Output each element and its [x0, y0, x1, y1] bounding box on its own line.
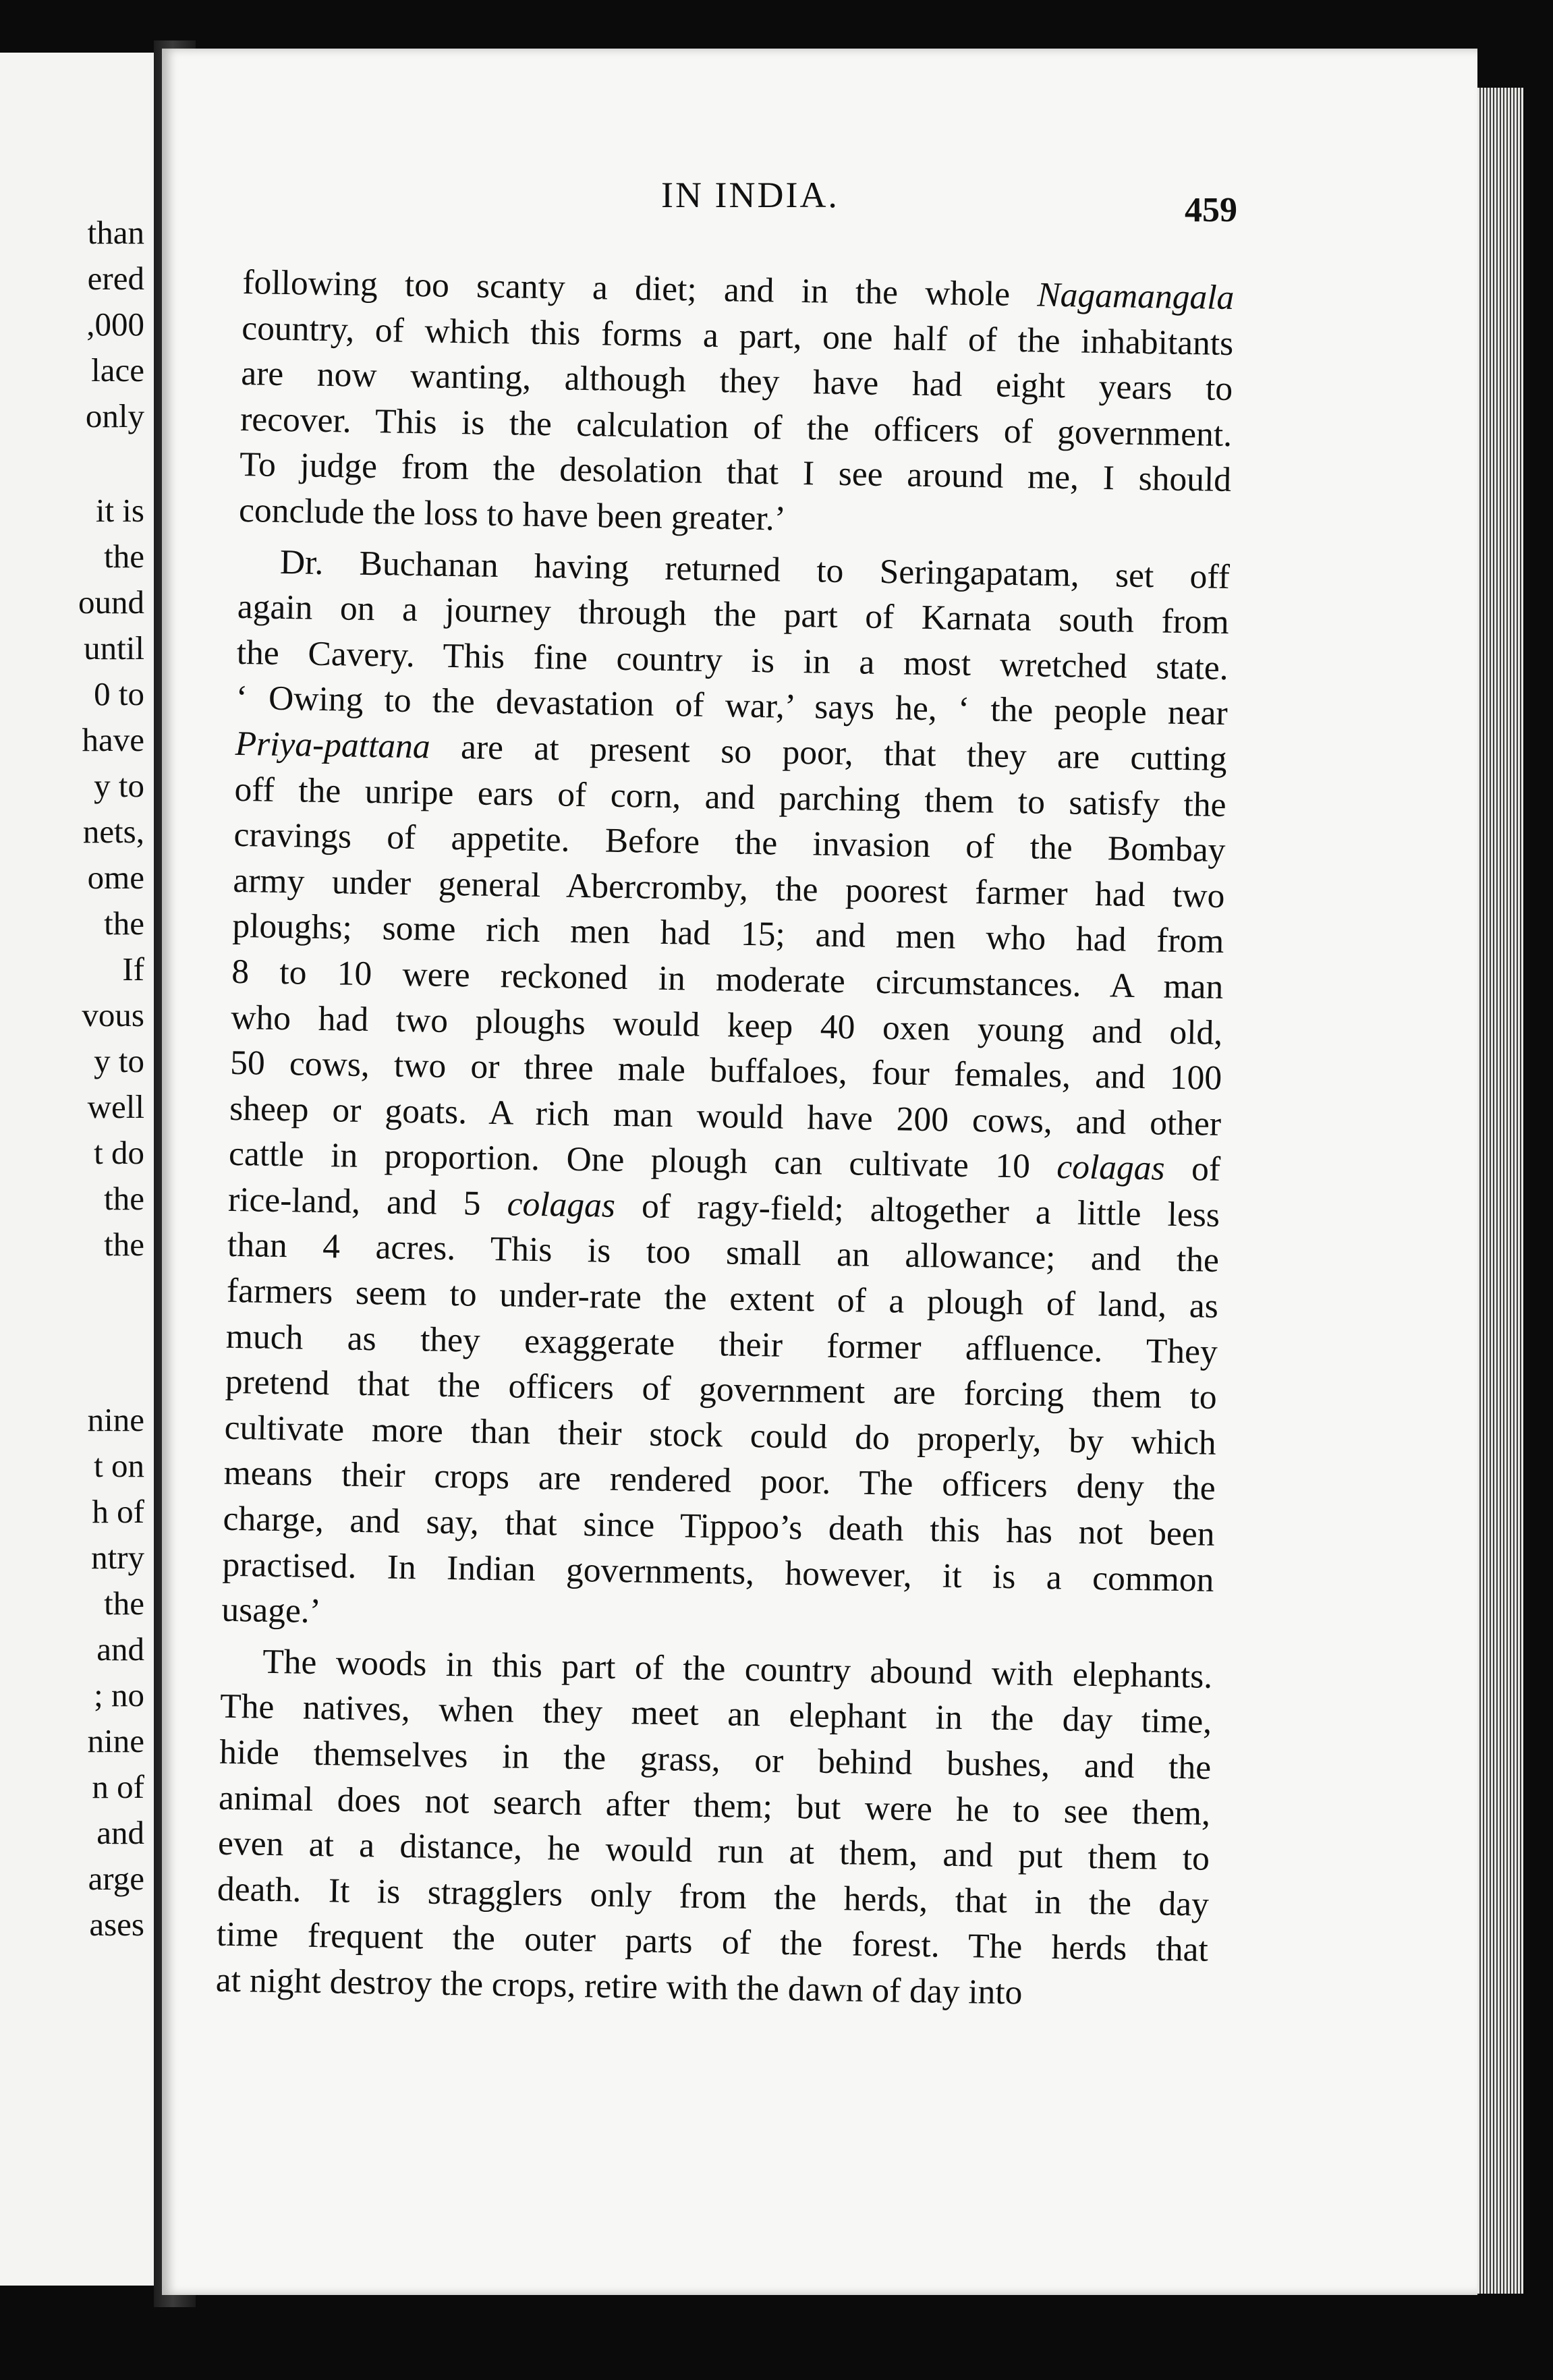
text-line: the Cavery. This fine country is in a most wretched state.: [236, 633, 1229, 687]
text-line: The natives, when they meet an elephant in the day time,: [219, 1687, 1212, 1742]
left-page-line: the: [104, 905, 144, 942]
left-page-line: 0 to: [94, 675, 144, 712]
text-line: off the unripe ears of corn, and parching them to satisfy the: [234, 770, 1226, 824]
text-line: at night destroy the crops, retire with the dawn of day into: [215, 1960, 1023, 2012]
left-page-line: have: [82, 721, 144, 758]
left-page-line: If: [122, 951, 144, 988]
text-line: following too scanty a diet; and in the whole Nagamangala: [242, 262, 1235, 318]
left-page-line: nine: [87, 1722, 144, 1759]
italic-term: colagas: [507, 1185, 616, 1225]
left-page-line: ome: [87, 859, 144, 896]
text-line: much as they exaggerate their former affluence. They: [225, 1317, 1218, 1371]
left-page-line: ases: [89, 1906, 144, 1943]
left-page-line: until: [84, 629, 144, 667]
text-line: The woods in this part of the country abound with elephants.: [262, 1642, 1213, 1696]
left-page-line: ered: [87, 260, 144, 297]
left-page-line: only: [85, 397, 144, 434]
left-page-line: than: [87, 214, 144, 251]
running-head: IN INDIA.: [661, 175, 839, 215]
left-page-line: the: [104, 1180, 144, 1217]
left-page-line: the: [104, 538, 144, 575]
left-page-line: y to: [94, 1042, 144, 1079]
text-line: cattle in proportion. One plough can cultivate 10 colagas of: [228, 1135, 1221, 1189]
text-line: than 4 acres. This is too small an allowance; and the: [227, 1226, 1220, 1280]
paragraph: [221, 539, 1230, 1649]
left-page-line: h of: [92, 1493, 144, 1530]
text-line: cravings of appetite. Before the invasion of the Bombay: [233, 816, 1226, 870]
text-line: sheep or goats. A rich man would have 200 cows, and other: [229, 1089, 1222, 1143]
text-line: are now wanting, although they have had eight years to: [240, 354, 1233, 409]
page-number: 459: [1185, 191, 1237, 229]
left-page-line: ; no: [94, 1676, 144, 1713]
text-line: pretend that the officers of government are forcing them to: [225, 1363, 1218, 1417]
text-line: practised. In Indian governments, however, it is a common: [222, 1545, 1214, 1599]
left-page-line: n of: [92, 1768, 144, 1805]
paragraph: [215, 1639, 1212, 2019]
text-line: conclude the loss to have been greater.’: [238, 490, 787, 538]
left-page-line: and: [96, 1814, 144, 1851]
paragraph: [239, 260, 1235, 549]
left-page-line: the: [104, 1585, 144, 1622]
text-line: means their crops are rendered poor. The officers deny the: [223, 1454, 1216, 1508]
text-line: 50 cows, two or three male buffaloes, four females, and 100: [229, 1043, 1222, 1098]
left-page-line: t on: [94, 1447, 144, 1484]
left-page-line: t do: [94, 1134, 144, 1171]
text-line: who had two ploughs would keep 40 oxen young and old,: [230, 998, 1223, 1052]
italic-term: Priya-pattana: [235, 724, 431, 766]
body-text: [215, 260, 1234, 2018]
text-line: ‘ Owing to the devastation of war,’ says he, ‘ the people near: [235, 679, 1229, 733]
text-line: again on a journey through the part of Karnata south from: [237, 588, 1230, 642]
left-page-line: vous: [82, 996, 144, 1033]
left-page-line: ound: [78, 584, 144, 621]
left-page-line: nets,: [82, 813, 144, 850]
left-page-line: well: [87, 1088, 144, 1125]
left-page-line: ,000: [86, 306, 144, 343]
left-page-line: the: [104, 1226, 144, 1263]
text-line: Priya-pattana are at present so poor, that they are cutting: [235, 724, 1227, 778]
left-page-line: arge: [88, 1860, 144, 1897]
text-line: hide themselves in the grass, or behind bushes, and the: [219, 1732, 1212, 1787]
page-edges: [1477, 88, 1523, 2294]
text-line: Dr. Buchanan having returned to Seringapatam, set off: [279, 542, 1231, 596]
left-page-line: it is: [95, 492, 144, 529]
text-line: country, of which this forms a part, one half of the inhabitants: [241, 308, 1234, 363]
text-line: 8 to 10 were reckoned in moderate circumstances. A man: [231, 952, 1224, 1007]
text-line: usage.’: [221, 1590, 322, 1631]
text-line: farmers seem to under-rate the extent of a plough of land, as: [226, 1271, 1219, 1326]
text-line: charge, and say, that since Tippoo’s death this has not been: [223, 1499, 1215, 1554]
italic-term: colagas: [1056, 1148, 1166, 1188]
left-page-line: lace: [91, 351, 144, 389]
text-line: recover. This is the calculation of the officers of government.: [239, 399, 1233, 454]
left-page-line: nine: [87, 1401, 144, 1438]
text-line: animal does not search after them; but were he to see them,: [218, 1778, 1211, 1833]
text-line: rice-land, and 5 colagas of ragy-field; altogether a little less: [227, 1180, 1220, 1235]
left-page-line: y to: [94, 767, 144, 804]
left-page-line: ntry: [91, 1539, 144, 1576]
italic-term: Nagamangala: [1037, 275, 1235, 318]
text-line: even at a distance, he would run at them, and put them to: [217, 1823, 1210, 1878]
facing-page-fragment: [0, 53, 154, 2286]
text-line: ploughs; some rich men had 15; and men who had from: [232, 907, 1224, 961]
text-line: To judge from the desolation that I see around me, I should: [239, 445, 1232, 500]
text-line: time frequent the outer parts of the forest. The herds that: [216, 1915, 1209, 1970]
text-line: death. It is stragglers only from the herds, that in the day: [217, 1869, 1210, 1924]
text-line: cultivate more than their stock could do properly, by which: [224, 1408, 1217, 1463]
left-page-line: and: [96, 1631, 144, 1668]
text-line: army under general Abercromby, the poorest farmer had two: [233, 861, 1225, 915]
